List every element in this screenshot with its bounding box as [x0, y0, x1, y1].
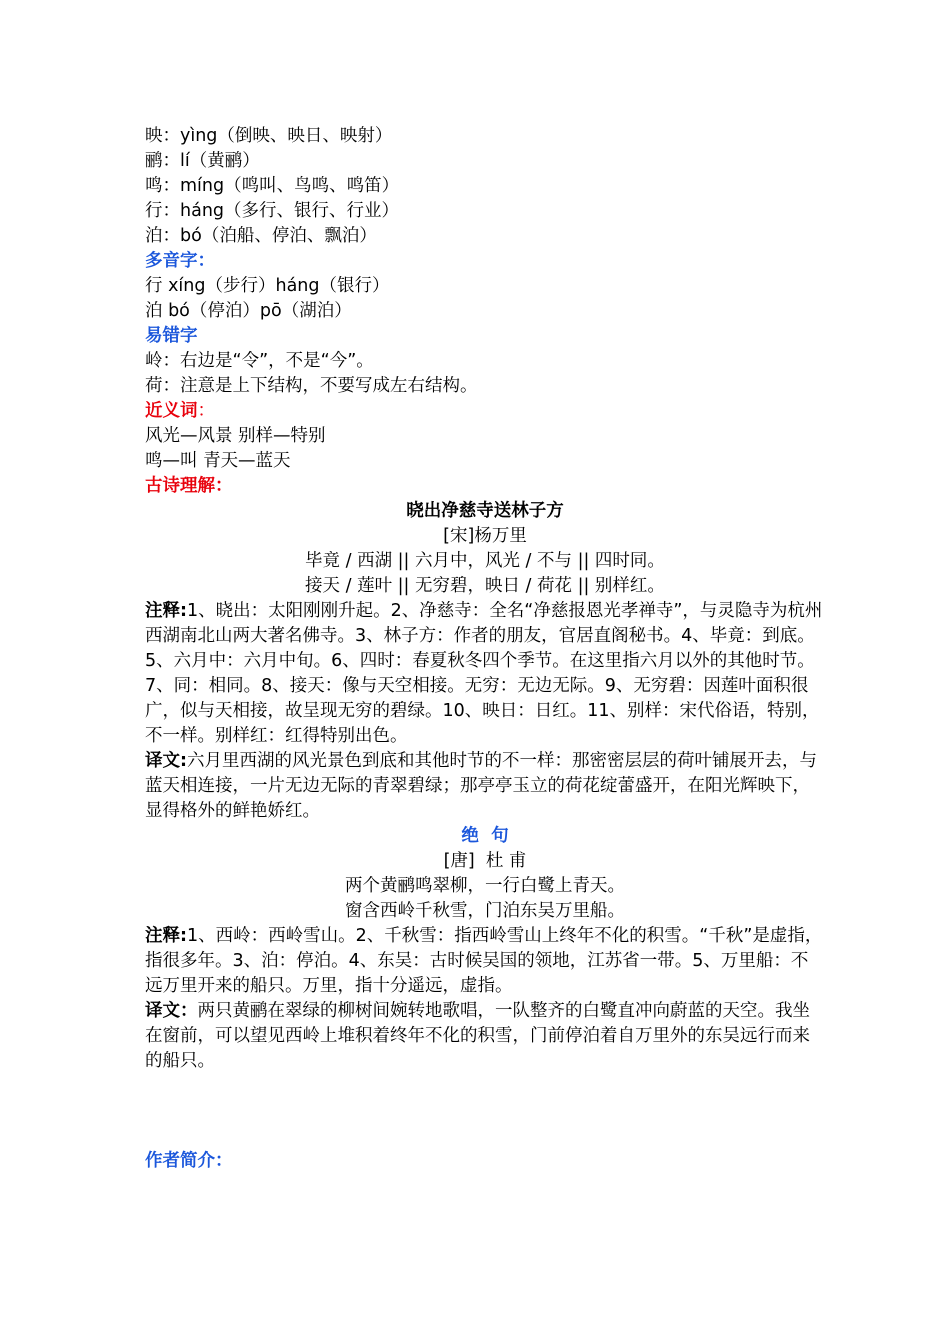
poem2-author: [唐] 杜 甫: [443, 851, 527, 871]
multi-reading-line: 泊 bó（停泊）pō（湖泊）: [145, 301, 352, 321]
error-prone-heading: 易错字: [145, 326, 198, 346]
multi-reading-heading: 多音字：: [145, 251, 215, 271]
pinyin-line: 泊：bó（泊船、停泊、飘泊）: [145, 226, 377, 246]
synonym-heading-row: [145, 399, 825, 424]
notes-text: 1、西岭：西岭雪山。2、千秋雪：指西岭雪山上终年不化的积雪。“千秋”是虚指，指很多年。3、泊：停泊。4、东吴：古时候吴国的领地，江苏省一带。5、万里船：不远万里开来的船只。万里，指十分遥远，虚指。: [145, 926, 823, 996]
multi-reading-line: 行 xíng（步行）háng（银行）: [145, 276, 390, 296]
error-prone-line: 岭：右边是“令”，不是“今”。: [145, 351, 374, 371]
poem1-author: [宋]杨万里: [443, 526, 527, 546]
pinyin-line: 鹂：lí（黄鹂）: [145, 151, 260, 171]
poem2-translation: [145, 999, 825, 1074]
translation-text: 六月里西湖的风光景色到底和其他时节的不一样：那密密层层的荷叶铺展开去，与蓝天相连接，一片无边无际的青翠碧绿；那亭亭玉立的荷花绽蕾盛开，在阳光辉映下，显得格外的鲜艳娇红。: [145, 751, 817, 821]
translation-text: 两只黄鹂在翠绿的柳树间婉转地歌唱，一队整齐的白鹭直冲向蔚蓝的天空。我坐在窗前，可以望见西岭上堆积着终年不化的积雪，门前停泊着自万里外的东吴远行而来的船只。: [145, 1001, 810, 1071]
pinyin-line: 映：yìng（倒映、映日、映射）: [145, 126, 393, 146]
synonym-line: 鸣—叫 青天—蓝天: [145, 451, 291, 471]
poem2-verse: 两个黄鹂鸣翠柳，一行白鹭上青天。: [345, 876, 625, 896]
poem1-verse: 毕竟 / 西湖 || 六月中，风光 / 不与 || 四时同。: [305, 551, 665, 571]
notes-label: 注释:: [145, 926, 187, 946]
synonym-colon: ：: [197, 401, 215, 421]
error-prone-line: 荷：注意是上下结构，不要写成左右结构。: [145, 376, 478, 396]
notes-text: 1、晓出：太阳刚刚升起。2、净慈寺：全名“净慈报恩光孝禅寺”，与灵隐寺为杭州西湖南北山两大著名佛寺。3、林子方：作者的朋友，官居直阁秘书。4、毕竟：到底。5、六月中：六月中旬。6、四时：春夏秋冬四个季节。在这里指六月以外的其他时节。7、同：相同。8、接天：像与天空相接。无穷：无边无际。9、无穷碧：因莲叶面积很广，似与天相接，故呈现无穷的碧绿。10、映日：日红。11、别样：宋代俗语，特别，不一样。别样红：红得特别出色。: [145, 601, 823, 746]
notes-label: 注释:: [145, 601, 187, 621]
translation-label: 译文:: [145, 751, 187, 771]
poem1-title: 晓出净慈寺送林子方: [406, 501, 564, 521]
pinyin-line: 行：háng（多行、银行、行业）: [145, 201, 400, 221]
poem-understanding-heading: 古诗理解：: [145, 476, 233, 496]
poem1-verse: 接天 / 莲叶 || 无穷碧，映日 / 荷花 || 别样红。: [305, 576, 665, 596]
author-intro-heading: 作者简介：: [145, 1151, 233, 1171]
translation-label: 译文：: [145, 1001, 198, 1021]
synonym-heading: 近义词: [145, 401, 198, 421]
poem2-notes: [145, 924, 825, 999]
spacer: [145, 1074, 825, 1149]
pinyin-line: 鸣：míng（鸣叫、鸟鸣、鸣笛）: [145, 176, 400, 196]
poem1-translation: [145, 749, 825, 824]
document-page: [145, 124, 825, 1174]
poem2-title: 绝 句: [461, 826, 509, 846]
poem1-notes: [145, 599, 825, 749]
synonym-line: 风光—风景 别样—特别: [145, 426, 326, 446]
poem2-verse: 窗含西岭千秋雪，门泊东吴万里船。: [345, 901, 625, 921]
